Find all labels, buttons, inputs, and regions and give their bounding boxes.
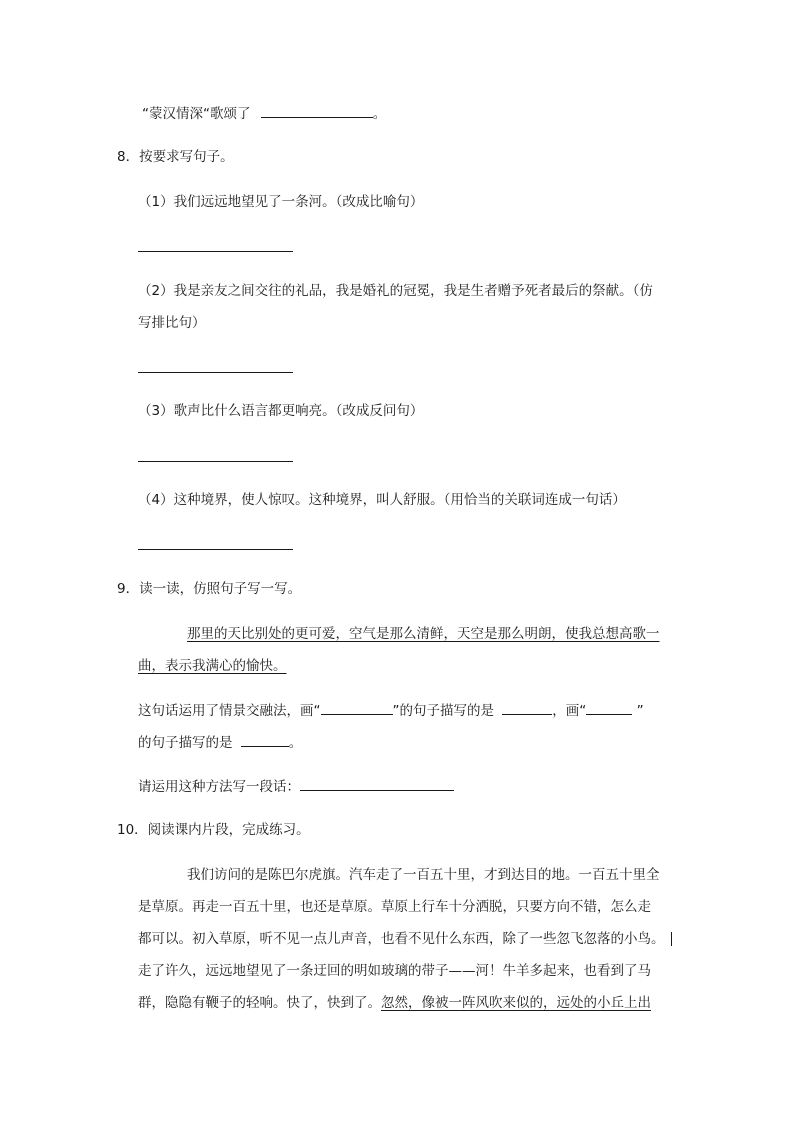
- answer-line-8-3[interactable]: [138, 461, 293, 462]
- menghan-line: [142, 103, 386, 124]
- passage-line-5: [138, 993, 651, 1013]
- passage-line-2: 是草原。再走一百五十里，也还是草原。草原上行车十分洒脱，只要方向不错，怎么走: [138, 899, 651, 915]
- fill1-text-b: ”的句子描写的是: [392, 703, 494, 719]
- fill2-text-a: 的句子描写的是: [138, 735, 233, 751]
- question-9-fill-line1: [138, 700, 644, 721]
- question-8-3: （3）歌声比什么语言都更响亮。（改成反问句）: [138, 403, 424, 419]
- answer-line-8-2[interactable]: [138, 372, 293, 373]
- question-9-quote-line1: 那里的天比别处的更可爱，空气是那么清鲜，天空是那么明朗，使我总想高歌一: [187, 626, 660, 642]
- menghan-period: 。: [372, 106, 387, 122]
- fill1-blank-2[interactable]: [502, 700, 552, 715]
- fill2-blank[interactable]: [241, 732, 289, 747]
- question-10-title: 10．阅读课内片段，完成练习。: [117, 822, 310, 838]
- passage-line-4: 走了许久，远远地望见了一条迂回的明如玻璃的带子——河！牛羊多起来，也看到了马: [138, 963, 651, 979]
- question-9-title: 9．读一读，仿照句子写一写。: [117, 581, 302, 597]
- write-blank[interactable]: [300, 776, 454, 791]
- passage-line-5-plain: 群，隐隐有鞭子的轻响。快了，快到了。: [138, 995, 381, 1011]
- question-8-2-line1: （2）我是亲友之间交往的礼品，我是婚礼的冠冕，我是生者赠予死者最后的祭献。（仿: [138, 283, 653, 299]
- menghan-blank[interactable]: [261, 103, 373, 118]
- menghan-text: “蒙汉情深“歌颂了: [142, 106, 251, 122]
- question-9-write-line: [138, 776, 454, 797]
- fill1-text-c: ，画“: [552, 703, 587, 719]
- passage-line-1: 我们访问的是陈巴尔虎旗。汽车走了一百五十里，才到达目的地。一百五十里全: [187, 867, 660, 883]
- question-8-2-line2: 写排比句）: [138, 315, 206, 331]
- question-9-fill-line2: [138, 732, 302, 753]
- text-cursor: [671, 932, 672, 946]
- fill1-blank-3[interactable]: [586, 700, 632, 715]
- fill2-text-b: 。: [288, 735, 303, 751]
- answer-line-8-1[interactable]: [138, 251, 293, 252]
- passage-line-3: [138, 929, 672, 949]
- question-8-title: 8．按要求写句子。: [117, 149, 234, 165]
- fill1-text-a: 这句话运用了情景交融法，画“: [138, 703, 321, 719]
- fill1-blank-1[interactable]: [321, 700, 393, 715]
- passage-line-5-underlined: 忽然，像被一阵风吹来似的，远处的小丘上出: [381, 995, 651, 1011]
- question-8-1: （1）我们远远地望见了一条河。（改成比喻句）: [138, 194, 424, 210]
- write-prompt: 请运用这种方法写一段话：: [138, 779, 300, 795]
- question-8-4: （4）这种境界，使人惊叹。这种境界，叫人舒服。（用恰当的关联词连成一句话）: [138, 492, 626, 508]
- passage-line-3-text: 都可以。初入草原，听不见一点儿声音，也看不见什么东西，除了一些忽飞忽落的小鸟。: [138, 931, 665, 947]
- fill1-text-d: ”: [636, 703, 644, 719]
- answer-line-8-4[interactable]: [138, 549, 293, 550]
- question-9-quote-line2: 曲，表示我满心的愉快。: [138, 658, 287, 674]
